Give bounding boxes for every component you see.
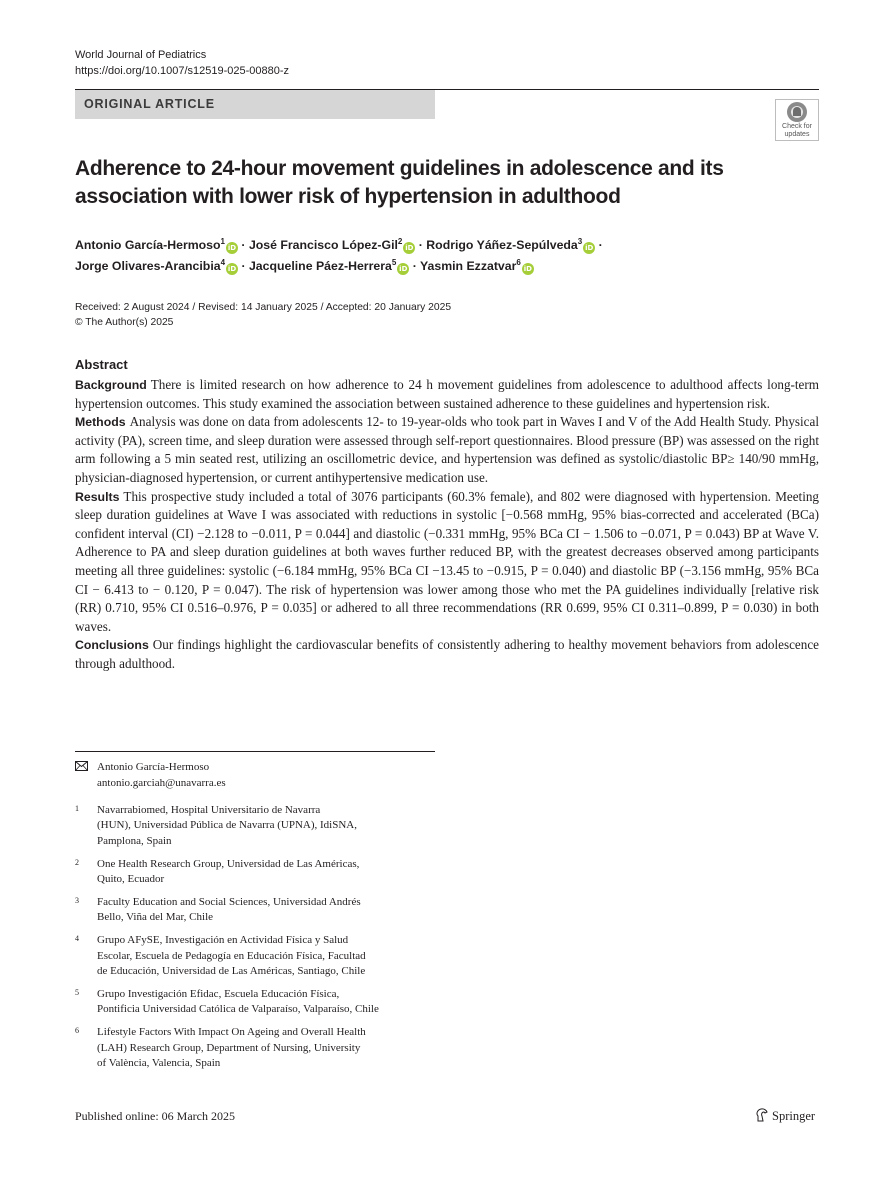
springer-horse-icon [755, 1108, 768, 1122]
section-label: Methods [75, 415, 126, 430]
published-online: Published online: 06 March 2025 [75, 1109, 235, 1123]
check-label-2: updates [784, 130, 810, 138]
affiliation: 1 Navarrabiomed, Hospital Universitario de Navarra (HUN), Universidad Pública de Navarra (UPNA), IdiSNA, Pamplona, Spain [75, 804, 357, 847]
affiliations [75, 803, 420, 1079]
check-label-1: Check for [782, 123, 812, 130]
journal-doi[interactable]: https://doi.org/10.1007/s12519-025-00880-z [75, 65, 290, 77]
authors-line-2: Jorge Olivares-Arancibia$^4$iD · Jacqueline Páez-Herrera$^5$iD · Yasmin Ezzatvar$^6$iD [75, 257, 532, 273]
corresponding-author-email[interactable]: antonio.garciah@unavarra.es [97, 777, 226, 789]
abstract-results: Results This prospective study included a total of 3076 participants (60.3% female), and 802 were diagnosed with hypertension. Meeting sleep duration guidelines at Wave I was associated with reductions in systolic [−0.568 mmHg, 95% bias-corrected and accelerated (BCa) confident interval (CI) −2.128 to −0.011, P = 0.044] and diastolic (−0.331 mmHg, 95% BCa CI − 1.506 to −0.071, P = 0.043) BP at Wave V. Adherence to PA and sleep duration guidelines at both waves further reduced BP, with the greatest decreases observed among participants meeting all three guidelines: systolic (−6.184 mmHg, 95% BCa CI −13.45 to −0.915, P = 0.040) and diastolic BP (−3.156 mmHg, 95% BCa CI − 6.413 to − 0.120, P = 0.047). The risk of hypertension was lower among those who met the PA guidelines individually [relative risk (RR) 0.710, 95% CI 0.516–0.976, P = 0.035] or adhered to all three recommendations (RR 0.699, 95% CI 0.311–0.899, P = 0.030) in both waves. [75, 488, 819, 634]
orcid-icon[interactable]: iD [585, 244, 594, 252]
corresponding-author-name: Antonio García-Hermoso [97, 761, 210, 773]
section-label: Background [75, 378, 147, 392]
orcid-icon[interactable]: iD [523, 265, 532, 273]
check-for-updates-icon [786, 101, 808, 123]
article-type-banner: ORIGINAL ARTICLE [75, 90, 435, 119]
author-list [75, 235, 819, 277]
orcid-icon[interactable]: iD [405, 244, 414, 252]
authors-line-1: Antonio García-Hermoso$^1$iD · José Francisco López-Gil$^2$iD · Rodrigo Yáñez-Sepúlveda$^3$iD · [75, 236, 603, 252]
check-for-updates-badge[interactable] [775, 99, 819, 141]
abstract-conclusions: Conclusions Our findings highlight the cardiovascular benefits of consistently adhering to healthy movement behaviors from adolescence through adulthood. [75, 637, 819, 671]
abstract-methods: Methods Analysis was done on data from adolescents 12- to 19-year-olds who took part in Waves I and V of the Add Health Study. Physical activity (PA), screen time, and sleep duration were assessed through self-report questionnaires. Blood pressure (BP) was assessed on the right arm following a 5 min seated rest, utilizing an oscillometric device, and hypertension was defined as systolic/diastolic BP≥ 140/90 mmHg, physician-diagnosed hypertension, or current antihypertensive medication use. [75, 414, 819, 485]
orcid-icon[interactable]: iD [399, 265, 408, 273]
title-line-2: association with lower risk of hypertension in adulthood [75, 185, 621, 208]
affiliation: 2 One Health Research Group, Universidad de Las Américas, Quito, Ecuador [75, 857, 360, 886]
springer-logo [755, 1108, 815, 1124]
author[interactable]: Rodrigo Yáñez-Sepúlveda$^3$iD [426, 236, 594, 252]
affiliation: 3 Faculty Education and Social Sciences, Universidad Andrés Bello, Viña del Mar, Chile [75, 896, 361, 924]
section-label: Results [75, 489, 120, 504]
affiliation: 6 Lifestyle Factors With Impact On Ageing and Overall Health (LAH) Research Group, Department of Nursing, University of València, Valencia, Spain [75, 1026, 366, 1070]
abstract-body [75, 376, 819, 674]
author[interactable]: Jacqueline Páez-Herrera$^5$iD [248, 257, 408, 273]
section-label: Conclusions [75, 638, 149, 653]
copyright: © The Author(s) 2025 [75, 317, 174, 328]
footnote-rule [75, 751, 435, 752]
affiliation: 5 Grupo Investigación Efidac, Escuela Educación Física, Pontificia Universidad Católica de Valparaíso, Valparaíso, Chile [75, 988, 379, 1016]
title-line-1: Adherence to 24-hour movement guidelines in adolescence and its [75, 157, 724, 180]
article-dates [75, 300, 451, 330]
abstract-background: Background There is limited research on how adherence to 24 h movement guidelines from adolescence to adulthood affects long-term hypertension outcomes. This study examined the association between sustained adherence to these guidelines and hypertension risk. [75, 377, 819, 411]
article-title [75, 155, 819, 211]
orcid-icon[interactable]: iD [227, 244, 237, 252]
author[interactable]: Antonio García-Hermoso$^1$iD [75, 236, 237, 252]
orcid-icon[interactable]: iD [227, 265, 237, 273]
journal-header [75, 47, 289, 79]
author[interactable]: Yasmin Ezzatvar$^6$iD [420, 257, 532, 273]
history-dates: Received: 2 August 2024 / Revised: 14 January 2025 / Accepted: 20 January 2025 [75, 302, 452, 313]
abstract-heading: Abstract [75, 357, 128, 372]
correspondence [75, 759, 226, 791]
author[interactable]: Jorge Olivares-Arancibia$^4$iD [75, 257, 237, 273]
journal-name: World Journal of Pediatrics [75, 49, 207, 61]
publisher-name: Springer [772, 1109, 816, 1123]
envelope-icon [75, 761, 88, 771]
affiliation: 4 Grupo AFySE, Investigación en Actividad Física y Salud Escolar, Escuela de Pedagogía en Educación Física, Facultad de Educación, Universidad de Las Américas, Santiago, Chile [75, 934, 366, 978]
author[interactable]: José Francisco López-Gil$^2$iD [248, 236, 414, 252]
